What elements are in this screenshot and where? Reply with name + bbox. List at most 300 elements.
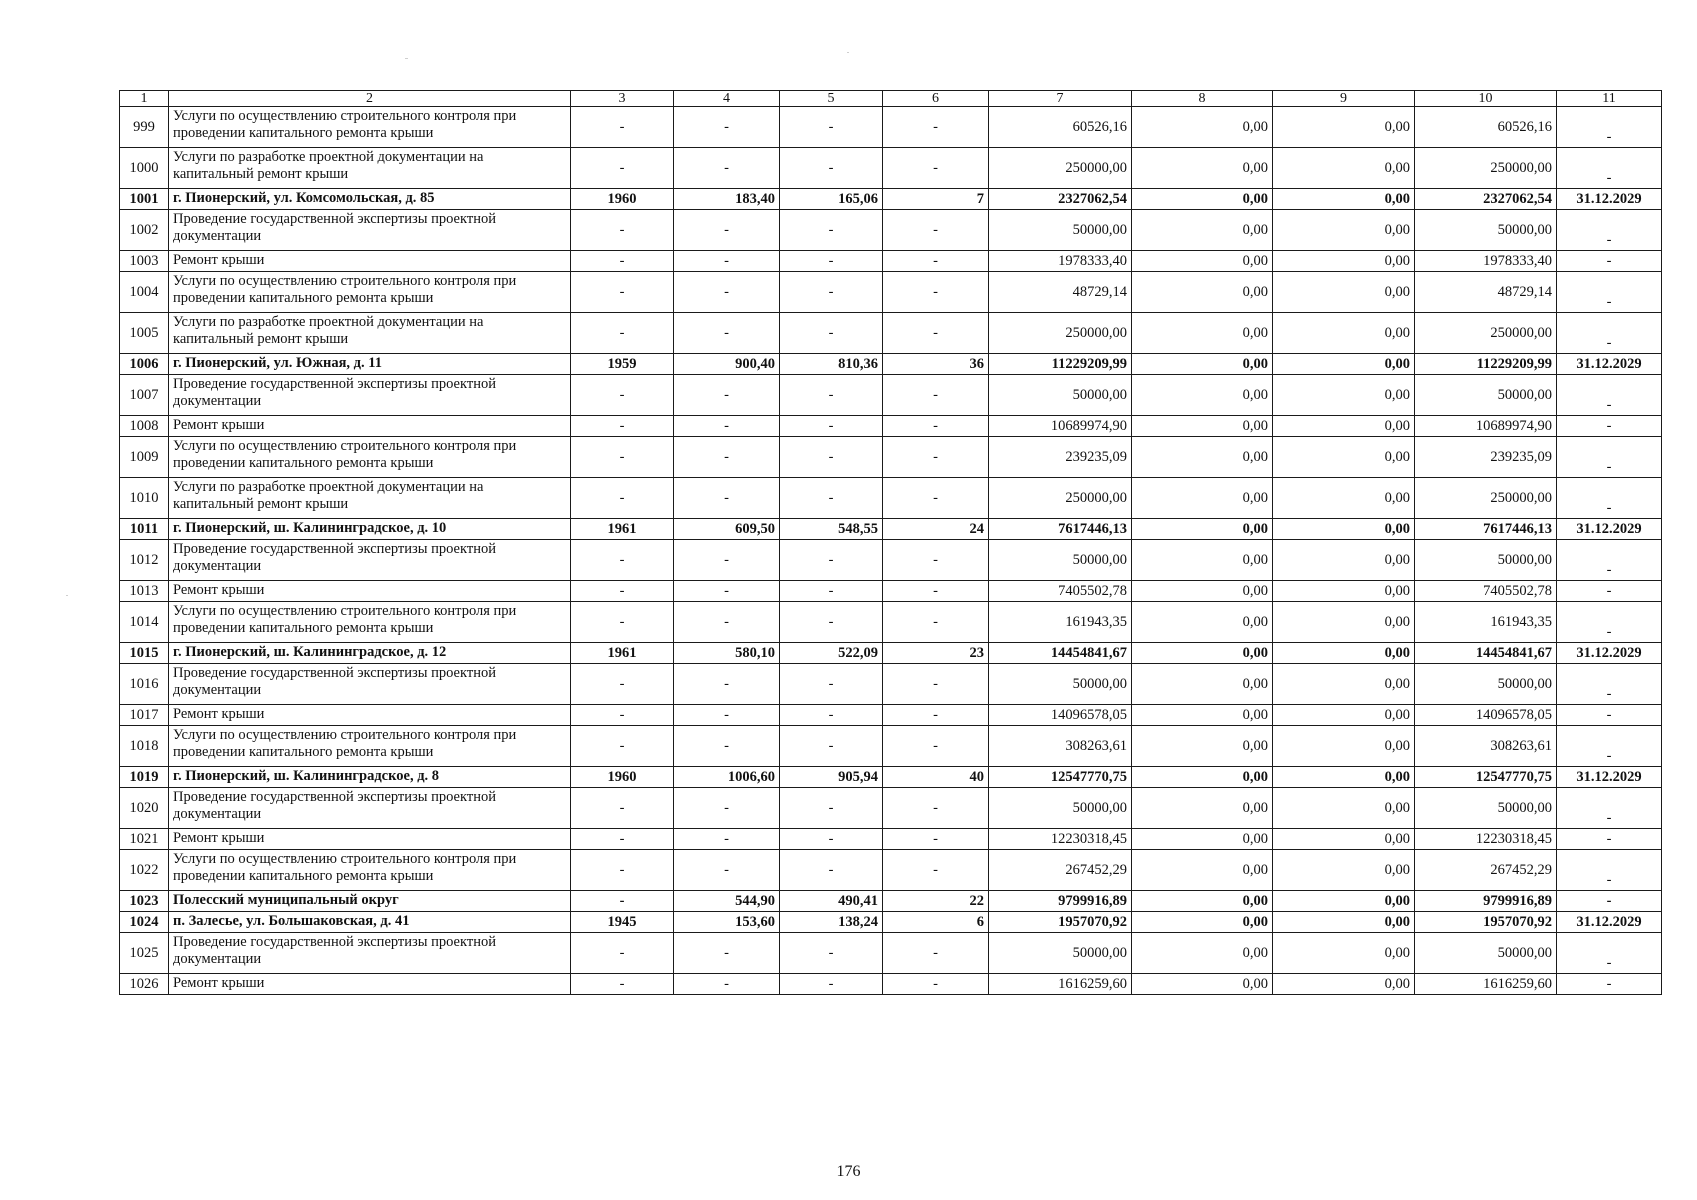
residents-count: - [883, 664, 989, 705]
item-name: Услуги по осуществлению строительного контроля при проведении капитального ремонта крыши [169, 726, 571, 767]
year-built: - [571, 933, 674, 974]
residents-count: - [883, 375, 989, 416]
work-item-row [120, 272, 1662, 313]
cost-col-9: 0,00 [1273, 478, 1415, 519]
total-area: - [674, 726, 780, 767]
item-name: Услуги по разработке проектной документации на капитальный ремонт крыши [169, 478, 571, 519]
residents-count: 23 [883, 643, 989, 664]
total-area: - [674, 829, 780, 850]
completion-date: - [1557, 726, 1662, 767]
total-cost: 267452,29 [989, 850, 1132, 891]
work-item-row [120, 375, 1662, 416]
column-number-header [120, 91, 1662, 107]
living-area: 810,36 [780, 354, 883, 375]
total-area: - [674, 974, 780, 995]
residents-count: - [883, 581, 989, 602]
cost-col-10: 267452,29 [1415, 850, 1557, 891]
total-cost: 1978333,40 [989, 251, 1132, 272]
item-name: Услуги по разработке проектной документации на капитальный ремонт крыши [169, 148, 571, 189]
cost-col-10: 250000,00 [1415, 148, 1557, 189]
item-name: Ремонт крыши [169, 581, 571, 602]
cost-col-9: 0,00 [1273, 933, 1415, 974]
total-cost: 250000,00 [989, 478, 1132, 519]
cost-col-9: 0,00 [1273, 540, 1415, 581]
residents-count: 7 [883, 189, 989, 210]
completion-date: - [1557, 148, 1662, 189]
total-cost: 48729,14 [989, 272, 1132, 313]
cost-col-10: 10689974,90 [1415, 416, 1557, 437]
cost-col-10: 48729,14 [1415, 272, 1557, 313]
item-name: Услуги по осуществлению строительного контроля при проведении капитального ремонта крыши [169, 850, 571, 891]
completion-date: - [1557, 581, 1662, 602]
work-item-row [120, 416, 1662, 437]
row-number: 1010 [120, 478, 169, 519]
living-area: - [780, 829, 883, 850]
year-built: - [571, 850, 674, 891]
column-number-3: 3 [571, 91, 674, 107]
cost-col-8: 0,00 [1132, 107, 1273, 148]
scan-speck [405, 58, 408, 59]
living-area: - [780, 416, 883, 437]
row-number: 1013 [120, 581, 169, 602]
cost-col-9: 0,00 [1273, 664, 1415, 705]
row-number: 1020 [120, 788, 169, 829]
living-area: - [780, 726, 883, 767]
completion-date: - [1557, 416, 1662, 437]
row-number: 1016 [120, 664, 169, 705]
item-name: Услуги по осуществлению строительного контроля при проведении капитального ремонта крыши [169, 602, 571, 643]
year-built: - [571, 478, 674, 519]
year-built: - [571, 148, 674, 189]
total-area: - [674, 664, 780, 705]
repair-register-table [119, 90, 1662, 995]
year-built: 1960 [571, 767, 674, 788]
completion-date: - [1557, 272, 1662, 313]
completion-date: - [1557, 891, 1662, 912]
cost-col-9: 0,00 [1273, 375, 1415, 416]
year-built: 1960 [571, 189, 674, 210]
completion-date: - [1557, 313, 1662, 354]
living-area: - [780, 705, 883, 726]
cost-col-8: 0,00 [1132, 313, 1273, 354]
column-number-1: 1 [120, 91, 169, 107]
table-body [120, 107, 1662, 995]
total-cost: 7405502,78 [989, 581, 1132, 602]
total-cost: 9799916,89 [989, 891, 1132, 912]
total-cost: 12547770,75 [989, 767, 1132, 788]
work-item-row [120, 829, 1662, 850]
cost-col-8: 0,00 [1132, 602, 1273, 643]
year-built: - [571, 313, 674, 354]
row-number: 1007 [120, 375, 169, 416]
cost-col-8: 0,00 [1132, 519, 1273, 540]
total-cost: 308263,61 [989, 726, 1132, 767]
year-built: - [571, 788, 674, 829]
cost-col-9: 0,00 [1273, 107, 1415, 148]
item-name: Проведение государственной экспертизы проектной документации [169, 210, 571, 251]
work-item-row [120, 478, 1662, 519]
completion-date: - [1557, 850, 1662, 891]
item-name: Проведение государственной экспертизы проектной документации [169, 664, 571, 705]
item-name: Услуги по осуществлению строительного контроля при проведении капитального ремонта крыши [169, 437, 571, 478]
residents-count: - [883, 540, 989, 581]
total-cost: 14454841,67 [989, 643, 1132, 664]
residents-count: - [883, 313, 989, 354]
row-number: 999 [120, 107, 169, 148]
work-item-row [120, 788, 1662, 829]
residents-count: - [883, 437, 989, 478]
total-area: 544,90 [674, 891, 780, 912]
total-cost: 239235,09 [989, 437, 1132, 478]
completion-date: - [1557, 251, 1662, 272]
cost-col-10: 50000,00 [1415, 210, 1557, 251]
cost-col-9: 0,00 [1273, 581, 1415, 602]
cost-col-9: 0,00 [1273, 726, 1415, 767]
completion-date: - [1557, 788, 1662, 829]
row-number: 1018 [120, 726, 169, 767]
total-cost: 7617446,13 [989, 519, 1132, 540]
living-area: 490,41 [780, 891, 883, 912]
cost-col-8: 0,00 [1132, 148, 1273, 189]
row-number: 1004 [120, 272, 169, 313]
item-name: Проведение государственной экспертизы проектной документации [169, 933, 571, 974]
item-name: Ремонт крыши [169, 829, 571, 850]
living-area: - [780, 540, 883, 581]
row-number: 1015 [120, 643, 169, 664]
living-area: - [780, 313, 883, 354]
item-name: Ремонт крыши [169, 705, 571, 726]
total-area: - [674, 313, 780, 354]
residents-count: - [883, 107, 989, 148]
item-name: Услуги по разработке проектной документации на капитальный ремонт крыши [169, 313, 571, 354]
total-cost: 161943,35 [989, 602, 1132, 643]
total-area: - [674, 581, 780, 602]
total-cost: 50000,00 [989, 788, 1132, 829]
total-area: - [674, 272, 780, 313]
column-number-5: 5 [780, 91, 883, 107]
living-area: - [780, 251, 883, 272]
cost-col-9: 0,00 [1273, 251, 1415, 272]
work-item-row [120, 437, 1662, 478]
item-name: Проведение государственной экспертизы проектной документации [169, 788, 571, 829]
cost-col-8: 0,00 [1132, 788, 1273, 829]
year-built: - [571, 251, 674, 272]
residents-count: 40 [883, 767, 989, 788]
cost-col-10: 12230318,45 [1415, 829, 1557, 850]
column-number-6: 6 [883, 91, 989, 107]
cost-col-10: 9799916,89 [1415, 891, 1557, 912]
living-area: - [780, 478, 883, 519]
item-name: г. Пионерский, ш. Калининградское, д. 12 [169, 643, 571, 664]
column-number-8: 8 [1132, 91, 1273, 107]
scan-speck [847, 52, 849, 53]
total-cost: 2327062,54 [989, 189, 1132, 210]
living-area: 138,24 [780, 912, 883, 933]
column-number-4: 4 [674, 91, 780, 107]
year-built: 1945 [571, 912, 674, 933]
work-item-row [120, 602, 1662, 643]
completion-date: - [1557, 974, 1662, 995]
year-built: - [571, 829, 674, 850]
living-area: 905,94 [780, 767, 883, 788]
year-built: - [571, 602, 674, 643]
total-area: - [674, 788, 780, 829]
item-name: Полесский муниципальный округ [169, 891, 571, 912]
cost-col-8: 0,00 [1132, 540, 1273, 581]
address-row [120, 891, 1662, 912]
cost-col-10: 60526,16 [1415, 107, 1557, 148]
item-name: п. Залесье, ул. Большаковская, д. 41 [169, 912, 571, 933]
living-area: - [780, 664, 883, 705]
total-area: - [674, 705, 780, 726]
year-built: - [571, 107, 674, 148]
total-cost: 60526,16 [989, 107, 1132, 148]
total-area: 183,40 [674, 189, 780, 210]
work-item-row [120, 726, 1662, 767]
total-area: - [674, 251, 780, 272]
total-area: 153,60 [674, 912, 780, 933]
cost-col-9: 0,00 [1273, 189, 1415, 210]
scan-speck [66, 595, 68, 596]
cost-col-9: 0,00 [1273, 705, 1415, 726]
total-area: - [674, 602, 780, 643]
cost-col-8: 0,00 [1132, 375, 1273, 416]
completion-date: 31.12.2029 [1557, 912, 1662, 933]
total-area: - [674, 478, 780, 519]
cost-col-10: 7405502,78 [1415, 581, 1557, 602]
residents-count: - [883, 705, 989, 726]
item-name: Проведение государственной экспертизы проектной документации [169, 540, 571, 581]
residents-count: 6 [883, 912, 989, 933]
cost-col-9: 0,00 [1273, 437, 1415, 478]
total-cost: 50000,00 [989, 210, 1132, 251]
completion-date: 31.12.2029 [1557, 519, 1662, 540]
year-built: 1961 [571, 643, 674, 664]
cost-col-9: 0,00 [1273, 519, 1415, 540]
residents-count: - [883, 829, 989, 850]
year-built: 1961 [571, 519, 674, 540]
row-number: 1002 [120, 210, 169, 251]
residents-count: 24 [883, 519, 989, 540]
cost-col-9: 0,00 [1273, 891, 1415, 912]
living-area: - [780, 933, 883, 974]
cost-col-9: 0,00 [1273, 210, 1415, 251]
cost-col-10: 1978333,40 [1415, 251, 1557, 272]
residents-count: - [883, 210, 989, 251]
item-name: Услуги по осуществлению строительного контроля при проведении капитального ремонта крыши [169, 107, 571, 148]
living-area: - [780, 375, 883, 416]
item-name: г. Пионерский, ш. Калининградское, д. 8 [169, 767, 571, 788]
cost-col-8: 0,00 [1132, 251, 1273, 272]
row-number: 1000 [120, 148, 169, 189]
completion-date: - [1557, 375, 1662, 416]
cost-col-8: 0,00 [1132, 933, 1273, 974]
year-built: - [571, 540, 674, 581]
cost-col-9: 0,00 [1273, 643, 1415, 664]
cost-col-10: 12547770,75 [1415, 767, 1557, 788]
year-built: - [571, 726, 674, 767]
row-number: 1005 [120, 313, 169, 354]
living-area: - [780, 272, 883, 313]
residents-count: - [883, 148, 989, 189]
address-row [120, 912, 1662, 933]
row-number: 1006 [120, 354, 169, 375]
completion-date: - [1557, 437, 1662, 478]
living-area: - [780, 788, 883, 829]
address-row [120, 189, 1662, 210]
completion-date: - [1557, 602, 1662, 643]
completion-date: 31.12.2029 [1557, 767, 1662, 788]
residents-count: - [883, 933, 989, 974]
total-cost: 11229209,99 [989, 354, 1132, 375]
total-area: - [674, 210, 780, 251]
year-built: - [571, 581, 674, 602]
total-cost: 50000,00 [989, 540, 1132, 581]
completion-date: - [1557, 705, 1662, 726]
address-row [120, 643, 1662, 664]
cost-col-8: 0,00 [1132, 272, 1273, 313]
work-item-row [120, 581, 1662, 602]
cost-col-8: 0,00 [1132, 354, 1273, 375]
work-item-row [120, 107, 1662, 148]
row-number: 1014 [120, 602, 169, 643]
cost-col-10: 308263,61 [1415, 726, 1557, 767]
row-number: 1025 [120, 933, 169, 974]
row-number: 1008 [120, 416, 169, 437]
year-built: - [571, 974, 674, 995]
living-area: - [780, 107, 883, 148]
work-item-row [120, 933, 1662, 974]
row-number: 1022 [120, 850, 169, 891]
cost-col-8: 0,00 [1132, 210, 1273, 251]
completion-date: - [1557, 933, 1662, 974]
cost-col-9: 0,00 [1273, 272, 1415, 313]
cost-col-10: 7617446,13 [1415, 519, 1557, 540]
row-number: 1012 [120, 540, 169, 581]
living-area: - [780, 581, 883, 602]
total-area: 900,40 [674, 354, 780, 375]
year-built: - [571, 705, 674, 726]
living-area: - [780, 602, 883, 643]
row-number: 1021 [120, 829, 169, 850]
cost-col-8: 0,00 [1132, 643, 1273, 664]
total-cost: 1957070,92 [989, 912, 1132, 933]
total-area: - [674, 933, 780, 974]
total-area: - [674, 375, 780, 416]
column-number-10: 10 [1415, 91, 1557, 107]
item-name: Ремонт крыши [169, 251, 571, 272]
completion-date: - [1557, 478, 1662, 519]
total-area: - [674, 437, 780, 478]
cost-col-8: 0,00 [1132, 705, 1273, 726]
work-item-row [120, 251, 1662, 272]
completion-date: 31.12.2029 [1557, 354, 1662, 375]
work-item-row [120, 148, 1662, 189]
total-cost: 250000,00 [989, 148, 1132, 189]
residents-count: - [883, 974, 989, 995]
cost-col-8: 0,00 [1132, 726, 1273, 767]
total-cost: 50000,00 [989, 664, 1132, 705]
total-cost: 1616259,60 [989, 974, 1132, 995]
row-number: 1017 [120, 705, 169, 726]
completion-date: - [1557, 829, 1662, 850]
living-area: 165,06 [780, 189, 883, 210]
living-area: - [780, 437, 883, 478]
total-cost: 50000,00 [989, 933, 1132, 974]
living-area: 522,09 [780, 643, 883, 664]
total-area: 580,10 [674, 643, 780, 664]
cost-col-8: 0,00 [1132, 829, 1273, 850]
cost-col-8: 0,00 [1132, 416, 1273, 437]
column-number-11: 11 [1557, 91, 1662, 107]
cost-col-10: 250000,00 [1415, 478, 1557, 519]
residents-count: - [883, 850, 989, 891]
item-name: г. Пионерский, ш. Калининградское, д. 10 [169, 519, 571, 540]
column-number-9: 9 [1273, 91, 1415, 107]
completion-date: - [1557, 107, 1662, 148]
cost-col-10: 250000,00 [1415, 313, 1557, 354]
year-built: 1959 [571, 354, 674, 375]
work-item-row [120, 540, 1662, 581]
item-name: Услуги по осуществлению строительного контроля при проведении капитального ремонта крыши [169, 272, 571, 313]
cost-col-8: 0,00 [1132, 478, 1273, 519]
column-number-7: 7 [989, 91, 1132, 107]
cost-col-9: 0,00 [1273, 788, 1415, 829]
living-area: - [780, 148, 883, 189]
row-number: 1024 [120, 912, 169, 933]
cost-col-9: 0,00 [1273, 602, 1415, 643]
cost-col-9: 0,00 [1273, 912, 1415, 933]
work-item-row [120, 974, 1662, 995]
row-number: 1009 [120, 437, 169, 478]
column-number-2: 2 [169, 91, 571, 107]
work-item-row [120, 210, 1662, 251]
total-area: - [674, 850, 780, 891]
address-row [120, 767, 1662, 788]
total-area: - [674, 416, 780, 437]
year-built: - [571, 664, 674, 705]
living-area: - [780, 850, 883, 891]
cost-col-8: 0,00 [1132, 912, 1273, 933]
work-item-row [120, 850, 1662, 891]
total-area: - [674, 540, 780, 581]
cost-col-9: 0,00 [1273, 829, 1415, 850]
living-area: 548,55 [780, 519, 883, 540]
cost-col-10: 1616259,60 [1415, 974, 1557, 995]
cost-col-8: 0,00 [1132, 891, 1273, 912]
residents-count: - [883, 788, 989, 829]
cost-col-8: 0,00 [1132, 437, 1273, 478]
cost-col-9: 0,00 [1273, 354, 1415, 375]
residents-count: 36 [883, 354, 989, 375]
total-cost: 12230318,45 [989, 829, 1132, 850]
cost-col-8: 0,00 [1132, 850, 1273, 891]
total-area: 609,50 [674, 519, 780, 540]
cost-col-8: 0,00 [1132, 664, 1273, 705]
total-cost: 14096578,05 [989, 705, 1132, 726]
cost-col-10: 50000,00 [1415, 933, 1557, 974]
cost-col-10: 14096578,05 [1415, 705, 1557, 726]
year-built: - [571, 375, 674, 416]
cost-col-10: 239235,09 [1415, 437, 1557, 478]
item-name: Ремонт крыши [169, 974, 571, 995]
residents-count: - [883, 602, 989, 643]
address-row [120, 519, 1662, 540]
address-row [120, 354, 1662, 375]
item-name: Проведение государственной экспертизы проектной документации [169, 375, 571, 416]
living-area: - [780, 974, 883, 995]
cost-col-9: 0,00 [1273, 313, 1415, 354]
